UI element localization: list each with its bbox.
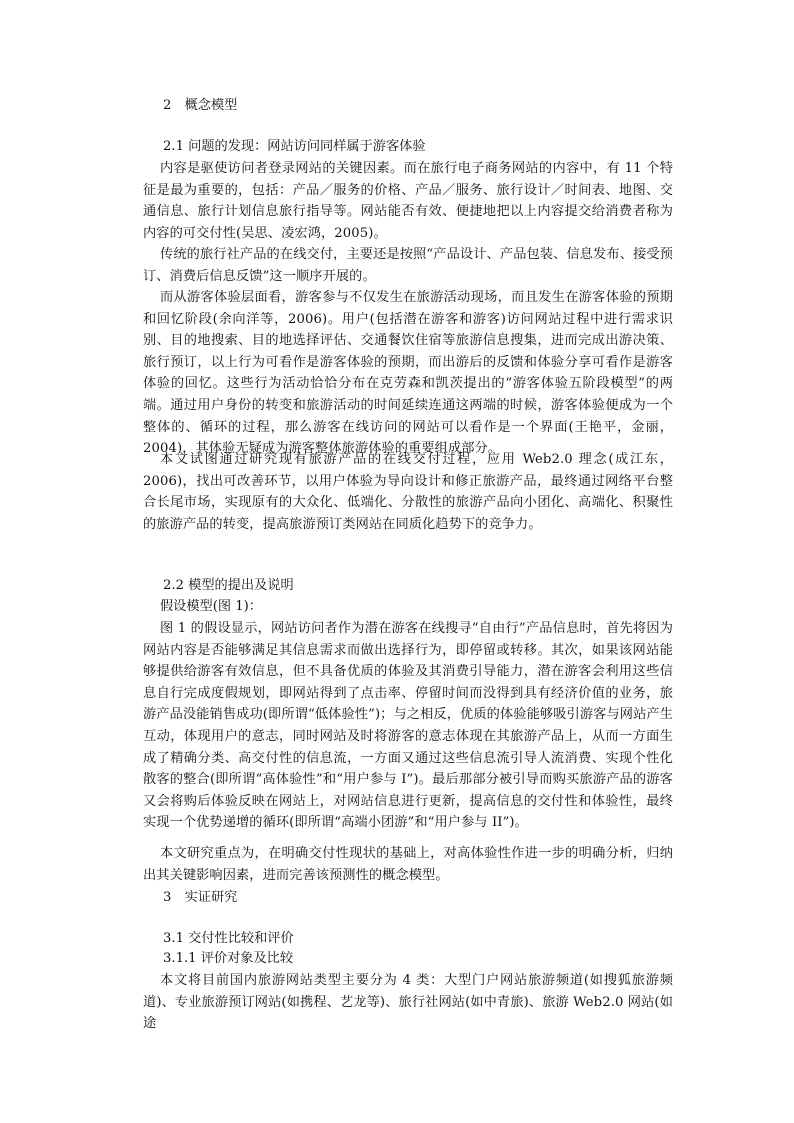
paragraph: 而从游客体验层面看，游客参与不仅发生在旅游活动现场，而且发生在游客体验的预期和回忆阶段(余向洋等，2006)。用户(包括潜在游客和游客)访问网站过程中进行需求识别、目的地搜索、目的地选择评估、交通餐饮住宿等旅游信息搜集，进而完成出游决策、旅行预订，以上行为可看作是游客体验的预期，而出游后的反馈和体验分享可看作是游客体验的回忆。这些行为活动恰恰分布在克劳森和凯茨提出的“游客体验五阶段模型”的两端。通过用户身份的转变和旅游活动的时间延续连通这两端的时候，游客体验便成为一个整体的、循环的过程，那么游客在线访问的网站可以看作是一个界面(王艳平，金丽，2004)，其体验无疑成为游客整体旅游体验的重要组成部分。 [143, 290, 673, 457]
section-2-heading: 2 概念模型 [163, 98, 238, 113]
paragraph: 图 1 的假设显示，网站访问者作为潜在游客在线搜寻“自由行”产品信息时，首先将因为网站内容是否能够满足其信息需求而做出选择行为，即停留或转移。其次，如果该网站能够提供给游客有效信息，但不具备优质的体验及其消费引导能力，潜在游客会利用这些信息自行完成度假规划，即网站得到了点击率、停留时间而没得到具有经济价值的业务，旅游产品没能销售成功(即所谓“低体验性”)；与之相反，优质的体验能够吸引游客与网站产生互动，体现用户的意志，同时网站及时将游客的意志体现在其旅游产品上，从而一方面生成了精确分类、高交付性的信息流，一方面又通过这些信息流引导人流消费、实现个性化散客的整合(即所谓“高体验性”和“用户参与 I”)。最后那部分被引导而购买旅游产品的游客又会将购后体验反映在网站上，对网站信息进行更新，提高信息的交付性和体验性，最终实现一个优势递增的循环(即所谓“高端小团游”和“用户参与 II”)。 [143, 621, 673, 831]
section-3-heading: 3 实证研究 [163, 890, 238, 905]
section-2-2-heading: 2.2 模型的提出及说明 [163, 578, 294, 593]
paragraph: 传统的旅行社产品的在线交付，主要还是按照“产品设计、产品包装、信息发布、接受预订、消费后信息反馈”这一顺序开展的。 [143, 247, 673, 284]
paragraph: 本文试图通过研究现有旅游产品的在线交付过程，应用 Web2.0 理念(成江东，2006)，找出可改善环节，以用户体验为导向设计和修正旅游产品，最终通过网络平台整合长尾市场，实现原有的大众化、低端化、分散性的旅游产品向小团化、高端化、积聚性的旅游产品的转变，提高旅游预订类网站在同质化趋势下的竞争力。 [143, 452, 673, 532]
section-3-1-heading: 3.1 交付性比较和评价 [163, 931, 294, 946]
paragraph: 内容是驱使访问者登录网站的关键因素。而在旅行电子商务网站的内容中，有 11 个特征是最为重要的，包括：产品／服务的价格、产品／服务、旅行设计／时间表、地图、交通信息、旅行计划信息旅行指导等。网站能否有效、便捷地把以上内容提交给消费者称为内容的可交付性(吴思、凌宏鸿，2005)。 [143, 161, 673, 241]
paragraph: 本文将目前国内旅游网站类型主要分为 4 类：大型门户网站旅游频道(如搜狐旅游频道)、专业旅游预订网站(如携程、艺龙等)、旅行社网站(如中青旅)、旅游 Web2.0 网站(如途 [143, 973, 673, 1032]
assumption-line: 假设模型(图 1)： [160, 599, 262, 614]
section-3-1-1-heading: 3.1.1 评价对象及比较 [163, 951, 294, 966]
paragraph: 本文研究重点为，在明确交付性现状的基础上，对高体验性作进一步的明确分析，归纳出其关键影响因素，进而完善该预测性的概念模型。 [143, 846, 673, 883]
section-2-1-heading: 2.1 问题的发现：网站访问同样属于游客体验 [163, 139, 426, 154]
